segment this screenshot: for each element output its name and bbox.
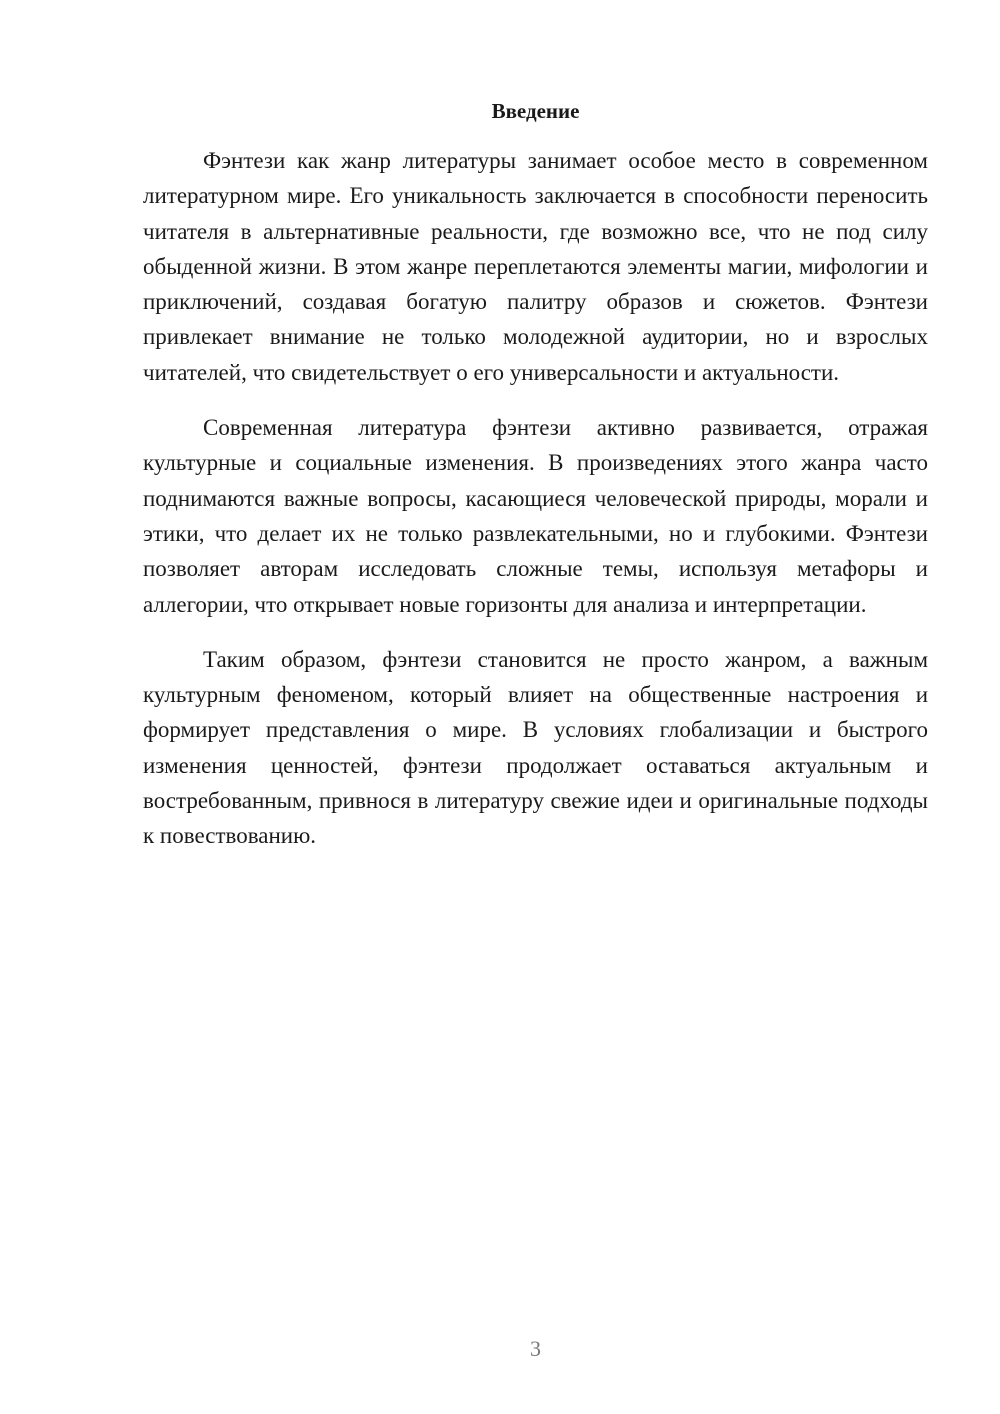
paragraph-1: Фэнтези как жанр литературы занимает особое место в современном литературном мире. Его уникальность заключается в способности переносить читателя в альтернативные реальности, где возможно все, что не под силу обыденной жизни. В этом жанре переплетаются элементы магии, мифологии и приключений, создавая богатую палитру образов и сюжетов. Фэнтези привлекает внимание не только молодежной аудитории, но и взрослых читателей, что свидетельствует о его универсальности и актуальности. xyxy=(143,148,928,385)
page-number: 3 xyxy=(530,1336,541,1361)
section-heading: Введение xyxy=(491,99,580,123)
paragraph-3: Таким образом, фэнтези становится не просто жанром, а важным культурным феноменом, который влияет на общественные настроения и формирует представления о мире. В условиях глобализации и быстрого изменения ценностей, фэнтези продолжает оставаться актуальным и востребованным, привнося в литературу свежие идеи и оригинальные подходы к повествованию. xyxy=(143,646,928,849)
body-text xyxy=(143,143,928,874)
paragraph-2: Современная литература фэнтези активно развивается, отражая культурные и социальные изменения. В произведениях этого жанра часто поднимаются важные вопросы, касающиеся человеческой природы, морали и этики, что делает их не только развлекательными, но и глубокими. Фэнтези позволяет авторам исследовать сложные темы, используя метафоры и аллегории, что открывает новые горизонты для анализа и интерпретации. xyxy=(143,415,928,617)
